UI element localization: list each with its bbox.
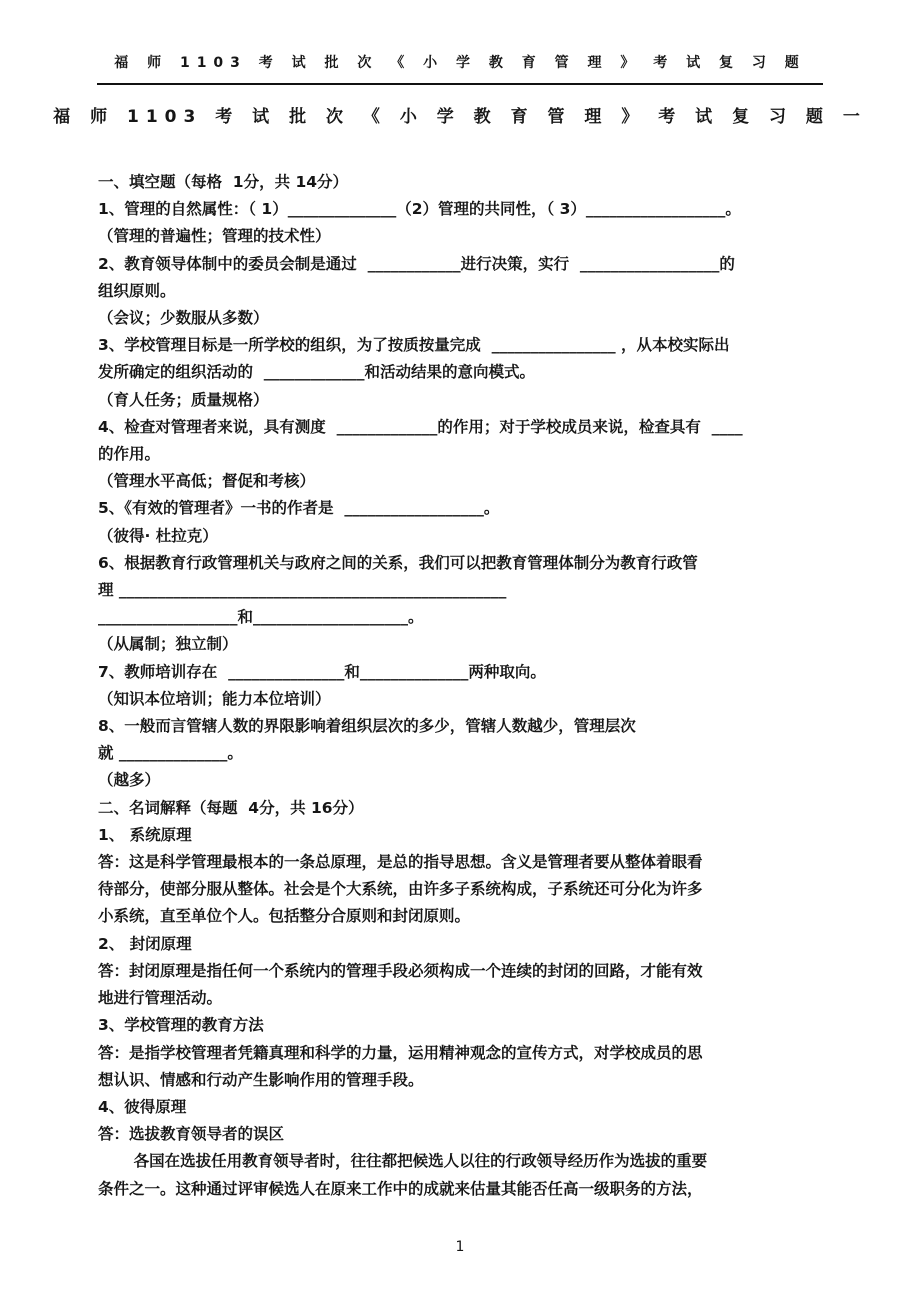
text-line: 1、 系统原理 [98, 825, 192, 844]
text-line: （彼得· 杜拉克） [98, 526, 218, 545]
text-line: 答：这是科学管理最根本的一条总原理，是总的指导思想。含义是管理者要从整体着眼看 [98, 853, 703, 872]
text-line: 就 ______________。 [98, 744, 243, 763]
text-line: 理 __________________________________________________ [98, 581, 507, 600]
page-header: 福 师 1103 考 试 批 次 《 小 学 教 育 管 理 》 考 试 复 习 题 [114, 55, 806, 71]
text-line: （会议；少数服从多数） [98, 309, 269, 328]
text-line: 4、彼得原理 [98, 1097, 187, 1116]
text-line: 8、一般而言管辖人数的界限影响着组织层次的多少，管辖人数越少，管理层次 [98, 717, 636, 736]
text-line: （管理的普遍性；管理的技术性） [98, 227, 331, 246]
text-line: 地进行管理活动。 [98, 989, 223, 1008]
text-line: 2、教育领导体制中的委员会制是通过 ____________进行决策，实行 __________________的 [98, 254, 735, 273]
text-line: 各国在选拔任用教育领导者时，往往都把候选人以往的行政领导经历作为选拔的重要 [133, 1152, 708, 1171]
page-number: 1 [455, 1239, 465, 1255]
text-line: 7、教师培训存在 _______________和______________两种取向。 [98, 662, 546, 681]
document-body [98, 169, 822, 1203]
text-line: __________________和____________________。 [98, 608, 424, 627]
text-line: （管理水平高低；督促和考核） [98, 472, 316, 491]
text-line: 3、学校管理目标是一所学校的组织，为了按质按量完成 ________________ ，从本校实际出 [98, 336, 730, 355]
text-line: 6、根据教育行政管理机关与政府之间的关系，我们可以把教育管理体制分为教育行政管 [98, 553, 698, 572]
text-line: 3、学校管理的教育方法 [98, 1016, 264, 1035]
text-line: 答：选拔教育领导者的误区 [98, 1125, 285, 1144]
text-line: 1、管理的自然属性：（ 1）______________（2）管理的共同性，（ 3）__________________。 [98, 200, 741, 219]
text-line: 待部分，使部分服从整体。社会是个大系统，由许多子系统构成，子系统还可分化为许多 [98, 880, 703, 899]
page-title: 福 师 1103 考 试 批 次 《 小 学 教 育 管 理 》 考 试 复 习 题 一 [53, 107, 867, 127]
text-line: （越多） [98, 771, 161, 790]
header-rule [97, 83, 823, 85]
text-line: 想认识、情感和行动产生影响作用的管理手段。 [98, 1070, 424, 1089]
text-line: 的作用。 [98, 445, 161, 464]
text-line: 小系统，直至单位个人。包括整分合原则和封闭原则。 [98, 907, 471, 926]
text-line: 答：封闭原理是指任何一个系统内的管理手段必须构成一个连续的封闭的回路，才能有效 [98, 961, 703, 980]
text-line: 二、名词解释（每题 4分，共 16分） [98, 798, 364, 817]
text-line: 发所确定的组织活动的 _____________和活动结果的意向模式。 [98, 363, 536, 382]
text-line: 5、《有效的管理者》一书的作者是 __________________。 [98, 499, 500, 518]
text-line: 条件之一。这种通过评审候选人在原来工作中的成就来估量其能否任高一级职务的方法， [98, 1179, 703, 1198]
text-line: 组织原则。 [98, 281, 176, 300]
text-line: 一、填空题（每格 1分，共 14分） [98, 173, 349, 191]
text-line: 答：是指学校管理者凭籍真理和科学的力量，运用精神观念的宣传方式，对学校成员的思 [98, 1043, 703, 1062]
text-line: （知识本位培训；能力本位培训） [98, 689, 331, 708]
text-line: （从属制；独立制） [98, 635, 238, 654]
text-line: 4、检查对管理者来说，具有测度 _____________的作用；对于学校成员来说，检查具有 ____ [98, 417, 743, 436]
text-line: 2、 封闭原理 [98, 934, 192, 953]
text-line: （育人任务；质量规格） [98, 390, 269, 409]
